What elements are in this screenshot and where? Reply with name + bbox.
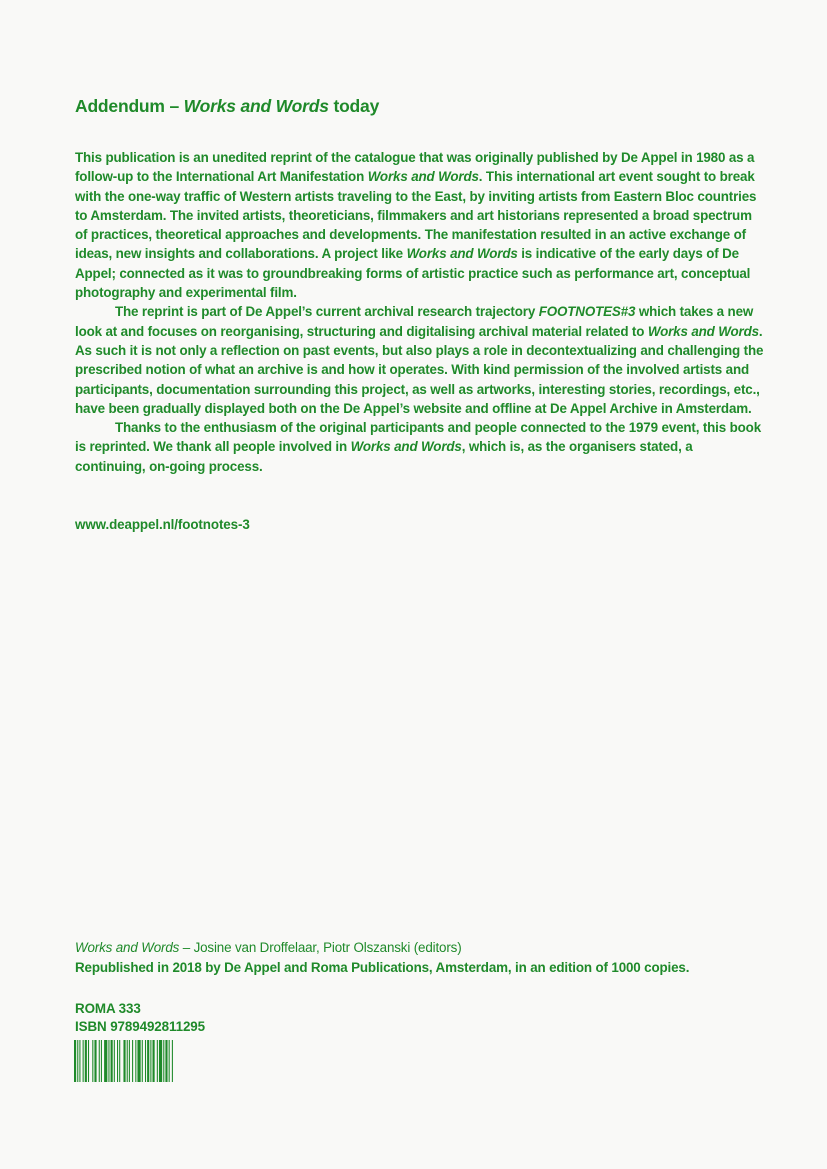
barcode-bar <box>163 1040 164 1082</box>
paragraph-1 <box>75 148 765 302</box>
italic-title-run: Works and Words <box>406 246 518 262</box>
italic-title-run: Works and Words <box>350 439 462 455</box>
heading-prefix: Addendum – <box>75 96 184 116</box>
paragraph-2 <box>75 302 765 418</box>
barcode-bar <box>129 1040 130 1082</box>
barcode-bar <box>117 1040 118 1082</box>
barcode-bar <box>88 1040 89 1082</box>
barcode-bar <box>123 1040 125 1082</box>
credits-title: Works and Words <box>75 940 180 955</box>
barcode-bar <box>114 1040 115 1082</box>
text-run: Thanks to the enthusiasm of the original participants and people connected to the 1979 event, this book is reprinted. We thank all people involved in <box>75 420 762 455</box>
barcode-bar <box>83 1040 84 1082</box>
barcode-bar <box>108 1040 109 1082</box>
italic-title-run: Works and Words <box>367 169 479 185</box>
text-run: . As such it is not only a reflection on past events, but also plays a role in decontextualizing and challenging the prescribed notion of what an archive is and how it operates. With kind permission of the involved artists and participants, documentation surrounding this project, as well as artworks, interesting stories, recordings, etc., have been gradually displayed both on the De Appel’s website and offline at De Appel Archive in Amsterdam. <box>75 323 764 416</box>
barcode-bar <box>85 1040 87 1082</box>
text-run: The reprint is part of De Appel’s current archival research trajectory <box>115 304 539 320</box>
barcode-bar <box>172 1040 173 1082</box>
barcode-bar <box>99 1040 100 1082</box>
italic-title-run: Works and Words <box>647 323 759 339</box>
barcode-bar <box>145 1040 146 1082</box>
barcode-bar <box>111 1040 113 1082</box>
barcode-bar <box>127 1040 128 1082</box>
barcode-bar <box>157 1040 158 1082</box>
addendum-heading <box>75 96 765 117</box>
text-run: is indicative of the early days of De Appel; connected as it was to groundbreaking forms of artistic practice such as performance art, conceptual photography and experimental film. <box>75 246 751 301</box>
barcode-bar <box>101 1040 102 1082</box>
barcode-bar <box>77 1040 78 1082</box>
paragraph-3 <box>75 418 765 476</box>
roma-number: ROMA 333 <box>75 1001 141 1016</box>
barcode-bar <box>94 1040 96 1082</box>
barcode-bar <box>159 1040 162 1082</box>
republished-line: Republished in 2018 by De Appel and Roma Publications, Amsterdam, in an edition of 1000 copies. <box>75 959 690 975</box>
heading-suffix: today <box>328 96 380 116</box>
catalogue-codes <box>75 1000 205 1035</box>
barcode-bar <box>79 1040 80 1082</box>
editors-line <box>75 938 775 958</box>
barcode-bar <box>147 1040 149 1082</box>
barcode-bar <box>169 1040 170 1082</box>
barcode-bar <box>135 1040 136 1082</box>
text-run: , which is, as the organisers stated, a continuing, on-going process. <box>75 439 693 474</box>
barcode-bar <box>150 1040 151 1082</box>
barcode-bar <box>152 1040 154 1082</box>
footnotes-url[interactable]: www.deappel.nl/footnotes-3 <box>75 517 250 532</box>
text-run: which takes a new look at and focuses on reorganising, structuring and digitalising archival material related to <box>75 304 754 339</box>
publication-credits <box>75 938 775 977</box>
italic-title-run: FOOTNOTES#3 <box>538 304 636 320</box>
isbn-number: ISBN 9789492811295 <box>75 1018 205 1034</box>
text-run: . This international art event sought to break with the one-way traffic of Western artists traveling to the East, by inviting artists from Eastern Bloc countries to Amsterdam. The invited artists, theoreticians, filmmakers and art historians represented a broad spectrum of practices, theoretical approaches and developments. The manifestation resulted in an active exchange of ideas, new insights and collaborations. A project like <box>75 169 757 262</box>
barcode-bar <box>137 1040 140 1082</box>
barcode-bar <box>74 1040 76 1082</box>
barcode-bar <box>142 1040 143 1082</box>
addendum-body <box>75 148 765 476</box>
barcode-bar <box>104 1040 107 1082</box>
heading-title: Works and Words <box>183 96 329 116</box>
barcode-bar <box>92 1040 93 1082</box>
credits-editors: – Josine van Droffelaar, Piotr Olszanski (editors) <box>179 940 462 955</box>
isbn-barcode <box>74 1040 174 1082</box>
barcode-bar <box>119 1040 120 1082</box>
text-run: This publication is an unedited reprint of the catalogue that was originally published by De Appel in 1980 as a follow-up to the International Art Manifestation <box>75 150 755 185</box>
barcode-bar <box>165 1040 167 1082</box>
barcode-bar <box>132 1040 133 1082</box>
